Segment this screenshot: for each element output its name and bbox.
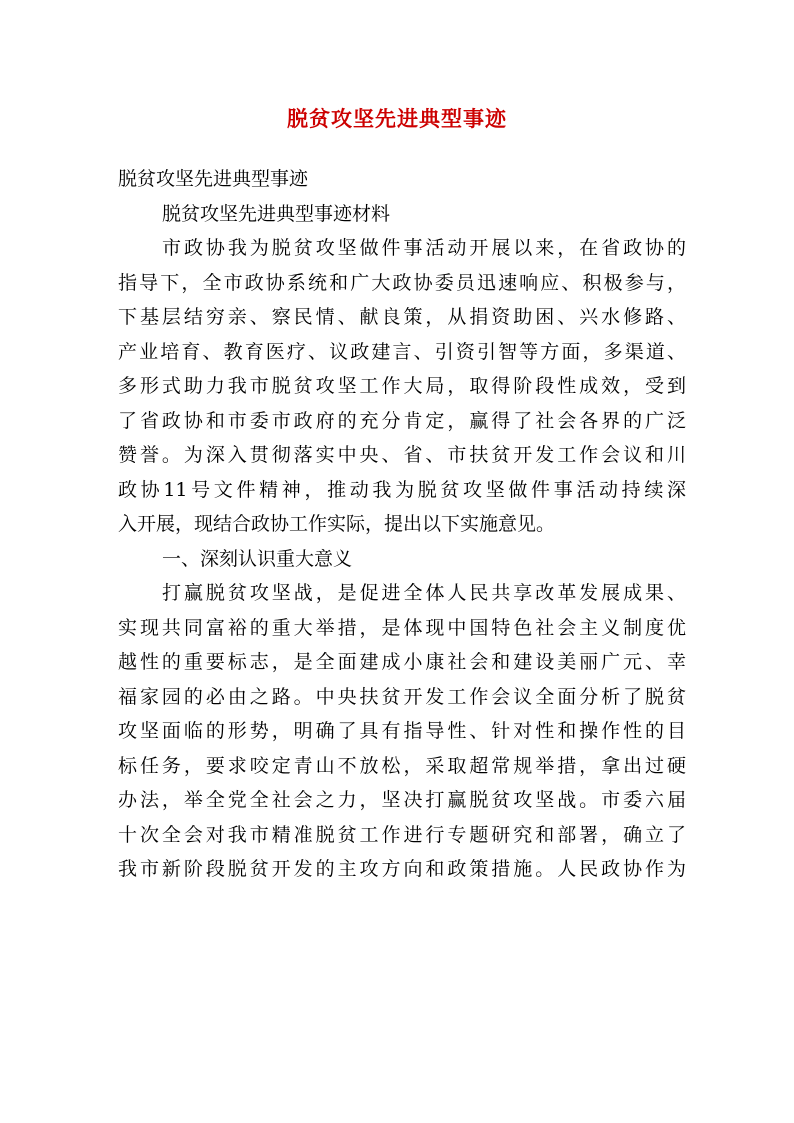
paragraph-line: 多形式助力我市脱贫攻坚工作大局，取得阶段性成效，受到 <box>118 375 686 397</box>
paragraph-line: 越性的重要标志，是全面建成小康社会和建设美丽广元、幸 <box>118 651 686 673</box>
paragraph-line: 标任务，要求咬定青山不放松，采取超常规举措，拿出过硬 <box>118 754 686 777</box>
paragraph-line: 办法，举全党全社会之力，坚决打赢脱贫攻坚战。市委六届 <box>118 789 686 811</box>
paragraph-line: 我市新阶段脱贫开发的主攻方向和政策措施。人民政协作为 <box>118 858 686 880</box>
paragraph-line: 指导下，全市政协系统和广大政协委员迅速响应、积极参与， <box>118 271 686 294</box>
document-body <box>118 162 686 887</box>
paragraph-line: 入开展，现结合政协工作实际，提出以下实施意见。 <box>118 513 556 535</box>
paragraph-line: 福家园的必由之路。中央扶贫开发工作会议全面分析了脱贫 <box>118 685 686 708</box>
material-heading: 脱贫攻坚先进典型事迹材料 <box>162 202 391 225</box>
paragraph-line: 赞誉。为深入贯彻落实中央、省、市扶贫开发工作会议和川 <box>118 444 686 466</box>
paragraph-line: 政协11号文件精神，推动我为脱贫攻坚做件事活动持续深 <box>118 478 686 501</box>
paragraph-line: 了省政协和市委市政府的充分肯定，赢得了社会各界的广泛 <box>118 409 686 432</box>
paragraph-line: 市政协我为脱贫攻坚做件事活动开展以来，在省政协的 <box>162 237 686 259</box>
paragraph-line: 下基层结穷亲、察民情、献良策，从捐资助困、兴水修路、 <box>118 306 686 328</box>
paragraph-line: 十次全会对我市精准脱贫工作进行专题研究和部署，确立了 <box>118 823 686 846</box>
document-title: 脱贫攻坚先进典型事迹 <box>287 106 507 131</box>
paragraph-line: 攻坚面临的形势，明确了具有指导性、针对性和操作性的目 <box>118 720 686 742</box>
paragraph-line: 产业培育、教育医疗、议政建言、引资引智等方面，多渠道、 <box>118 340 686 363</box>
paragraph-line: 实现共同富裕的重大举措，是体现中国特色社会主义制度优 <box>118 616 686 639</box>
subtitle-line: 脱贫攻坚先进典型事迹 <box>118 168 309 190</box>
paragraph-line: 打赢脱贫攻坚战，是促进全体人民共享改革发展成果、 <box>162 582 686 604</box>
section-heading: 一、深刻认识重大意义 <box>162 547 353 570</box>
